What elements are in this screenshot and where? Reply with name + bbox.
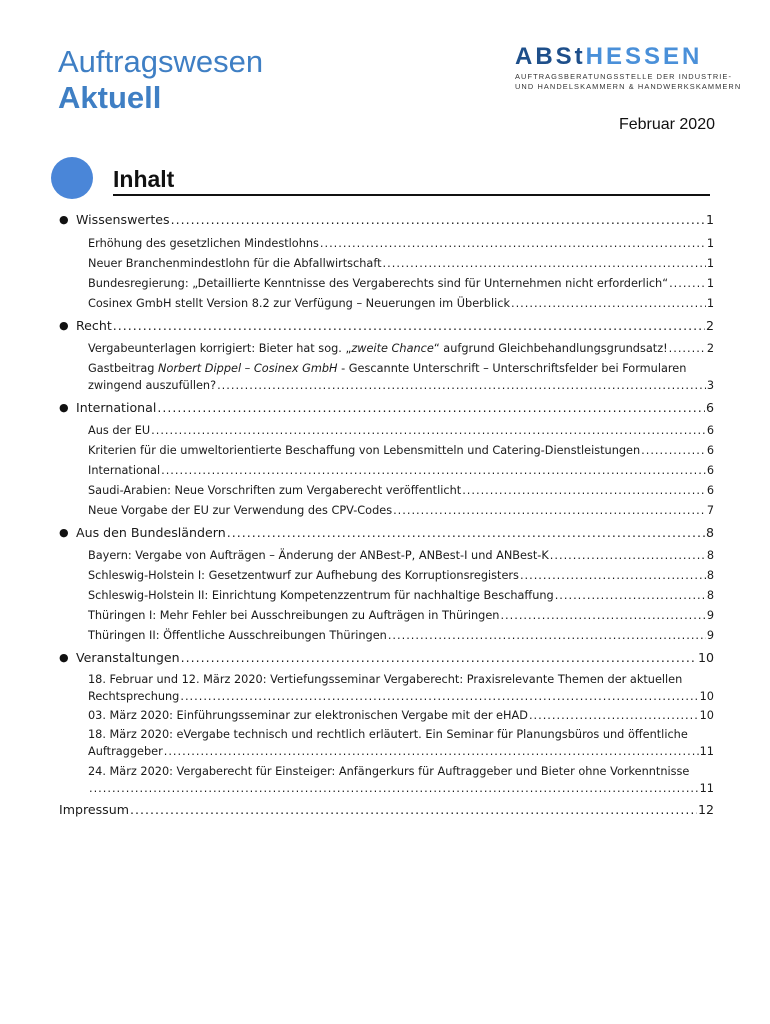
toc-entry-page: 1 — [706, 297, 714, 310]
toc-entry-title: International — [88, 464, 161, 477]
dot-leader — [171, 212, 705, 227]
toc-entry[interactable] — [88, 237, 714, 250]
toc-entry[interactable] — [88, 782, 714, 795]
toc-entry-first-line[interactable]: 18. Februar und 12. März 2020: Vertiefungsseminar Vergaberecht: Praxisrelevante Themen der aktuellen — [88, 673, 683, 686]
issue-date: Februar 2020 — [618, 116, 715, 133]
toc-entry-title: Kriterien für die umweltorientierte Beschaffung von Lebensmitteln und Catering-Dienstleistungen — [88, 444, 641, 457]
toc-entry-page: 1 — [706, 237, 714, 250]
dot-leader — [227, 525, 705, 540]
toc-entry[interactable] — [88, 690, 714, 703]
toc-entry-page: 6 — [706, 484, 714, 497]
toc-entry-page: 6 — [705, 400, 714, 415]
dot-leader — [164, 745, 699, 758]
toc-entry-page: 1 — [706, 257, 714, 270]
bullet-icon: ● — [59, 651, 69, 664]
toc-entry[interactable] — [88, 709, 714, 722]
toc-entry[interactable] — [88, 609, 714, 622]
bullet-icon: ● — [59, 401, 69, 414]
toc-entry-page: 11 — [699, 745, 714, 758]
dot-leader — [151, 424, 706, 437]
dot-leader — [462, 484, 706, 497]
dot-leader — [89, 782, 699, 795]
absthessen-logo — [515, 43, 742, 92]
toc-entry-impressum[interactable] — [59, 802, 714, 817]
toc-entry-title: Bayern: Vergabe von Aufträgen – Änderung der ANBest-P, ANBest-I und ANBest-K — [88, 549, 549, 562]
publication-title — [58, 44, 263, 116]
logo-subline-2: UND HANDELSKAMMERN & HANDWERKSKAMMERN — [515, 82, 742, 91]
toc-entry-title: Neuer Branchenmindestlohn für die Abfallwirtschaft — [88, 257, 382, 270]
toc-entry-page: 6 — [706, 444, 714, 457]
toc-entry-title: Impressum — [59, 802, 129, 817]
title-emphasis: Norbert Dippel – Cosinex GmbH — [158, 362, 338, 375]
toc-entry-title: International — [76, 400, 157, 415]
toc-entry-international[interactable] — [76, 400, 714, 415]
toc-entry-title: Bundesregierung: „Detaillierte Kenntnisse des Vergaberechts sind für Unternehmen nicht erforderlich“ — [88, 277, 669, 290]
toc-entry-bundeslaender[interactable] — [76, 525, 714, 540]
toc-entry-page: 10 — [699, 690, 714, 703]
toc-entry[interactable] — [88, 589, 714, 602]
title-line-1: Auftragswesen — [58, 44, 264, 79]
toc-entry-title: Neue Vorgabe der EU zur Verwendung des CPV-Codes — [88, 504, 393, 517]
bullet-icon: ● — [59, 213, 69, 226]
title-part: Vergabeunterlagen korrigiert: Bieter hat sog. „ — [88, 342, 352, 355]
toc-entry-first-line[interactable]: 18. März 2020: eVergabe technisch und rechtlich erläutert. Ein Seminar für Planungsbüros und öffentliche — [88, 728, 688, 741]
toc-entry-title: Wissenswertes — [76, 212, 170, 227]
dot-leader — [529, 709, 699, 722]
logo-subline-1: AUFTRAGSBERATUNGSSTELLE DER INDUSTRIE- — [515, 72, 733, 81]
dot-leader — [500, 609, 705, 622]
dot-leader — [388, 629, 706, 642]
toc-entry-title: Saudi-Arabien: Neue Vorschriften zum Vergaberecht veröffentlicht — [88, 484, 462, 497]
toc-entry-recht[interactable] — [76, 318, 714, 333]
dot-leader — [511, 297, 706, 310]
bullet-icon: ● — [59, 319, 69, 332]
toc-entry-page: 7 — [706, 504, 714, 517]
logo-wordmark — [515, 44, 719, 70]
dot-leader — [641, 444, 706, 457]
toc-entry-first-line[interactable]: 24. März 2020: Vergaberecht für Einsteiger: Anfängerkurs für Auftraggeber und Bieter ohne Vorkenntnisse — [88, 765, 690, 778]
dot-leader — [669, 277, 706, 290]
dot-leader — [669, 342, 706, 355]
toc-entry[interactable] — [88, 342, 714, 355]
toc-entry-page: 6 — [706, 464, 714, 477]
logo-wordmark-part1: ABSt — [515, 43, 586, 70]
toc-entry[interactable] — [88, 629, 714, 642]
dot-leader — [383, 257, 706, 270]
toc-entry[interactable] — [88, 549, 714, 562]
toc-entry-title: Rechtsprechung — [88, 690, 180, 703]
toc-entry-title: 03. März 2020: Einführungsseminar zur elektronischen Vergabe mit der eHAD — [88, 709, 528, 722]
title-emphasis: zweite Chance — [351, 342, 434, 355]
toc-entry-title: Auftraggeber — [88, 745, 163, 758]
toc-entry-title: Erhöhung des gesetzlichen Mindestlohns — [88, 237, 319, 250]
dot-leader — [393, 504, 706, 517]
logo-wordmark-part2: HESSEN — [585, 43, 703, 70]
toc-entry-wissenswertes[interactable] — [76, 212, 714, 227]
toc-entry-page: 1 — [706, 277, 714, 290]
toc-entry-title: zwingend auszufüllen? — [88, 379, 217, 392]
toc-entry-page: 1 — [705, 212, 714, 227]
toc-entry[interactable] — [88, 745, 714, 758]
toc-entry-title: Cosinex GmbH stellt Version 8.2 zur Verfügung – Neuerungen im Überblick — [88, 297, 510, 310]
toc-entry-page: 10 — [699, 709, 714, 722]
toc-heading: Inhalt — [113, 165, 710, 196]
dot-leader — [181, 650, 697, 665]
toc-entry-page: 8 — [705, 525, 714, 540]
dot-leader — [157, 400, 705, 415]
dot-leader — [180, 690, 698, 703]
toc-entry[interactable] — [88, 424, 714, 437]
toc-entry[interactable] — [88, 444, 714, 457]
toc-entry-title: Veranstaltungen — [76, 650, 180, 665]
dot-leader — [130, 802, 697, 817]
dot-leader — [161, 464, 706, 477]
toc-entry-title: Aus der EU — [88, 424, 151, 437]
toc-entry[interactable] — [88, 277, 714, 290]
dot-leader — [550, 549, 706, 562]
title-part: - Gescannte Unterschrift – Unterschriftsfelder bei Formularen — [337, 362, 687, 375]
toc-entry-page: 3 — [706, 379, 714, 392]
bullet-icon: ● — [59, 526, 69, 539]
toc-entry-page: 11 — [699, 782, 714, 795]
toc-entry-first-line[interactable] — [88, 362, 714, 375]
toc-entry-page: 9 — [706, 629, 714, 642]
toc-entry-veranstaltungen[interactable] — [76, 650, 714, 665]
dot-leader — [520, 569, 706, 582]
toc-entry-title: Schleswig-Holstein II: Einrichtung Kompetenzzentrum für nachhaltige Beschaffung — [88, 589, 554, 602]
toc-entry-page: 8 — [706, 549, 714, 562]
toc-entry[interactable] — [88, 257, 714, 270]
toc-entry-title: Aus den Bundesländern — [76, 525, 226, 540]
title-part: “ aufgrund Gleichbehandlungsgrundsatz! — [433, 342, 668, 355]
toc-entry-page: 2 — [706, 342, 714, 355]
decorative-circle-icon — [51, 157, 93, 199]
dot-leader — [217, 379, 706, 392]
toc-entry[interactable] — [88, 569, 714, 582]
toc-entry-title — [88, 342, 668, 355]
title-line-2: Aktuell — [58, 80, 162, 115]
toc-entry[interactable] — [88, 504, 714, 517]
toc-entry-title: Thüringen I: Mehr Fehler bei Ausschreibungen zu Aufträgen in Thüringen — [88, 609, 500, 622]
toc-entry[interactable] — [88, 379, 714, 392]
toc-entry-page: 2 — [705, 318, 714, 333]
dot-leader — [113, 318, 705, 333]
toc-entry-page: 6 — [706, 424, 714, 437]
dot-leader — [320, 237, 706, 250]
toc-entry-page: 8 — [706, 569, 714, 582]
toc-entry-page: 10 — [697, 650, 714, 665]
toc-entry-page: 9 — [706, 609, 714, 622]
toc-entry[interactable] — [88, 464, 714, 477]
toc-entry[interactable] — [88, 297, 714, 310]
toc-entry-page: 12 — [697, 802, 714, 817]
dot-leader — [555, 589, 706, 602]
title-part: Gastbeitrag — [88, 362, 159, 375]
toc-entry-title: Schleswig-Holstein I: Gesetzentwurf zur Aufhebung des Korruptionsregisters — [88, 569, 519, 582]
toc-entry-title: Recht — [76, 318, 112, 333]
toc-entry-page: 8 — [706, 589, 714, 602]
toc-entry-title: Thüringen II: Öffentliche Ausschreibungen Thüringen — [88, 629, 387, 642]
toc-entry[interactable] — [88, 484, 714, 497]
